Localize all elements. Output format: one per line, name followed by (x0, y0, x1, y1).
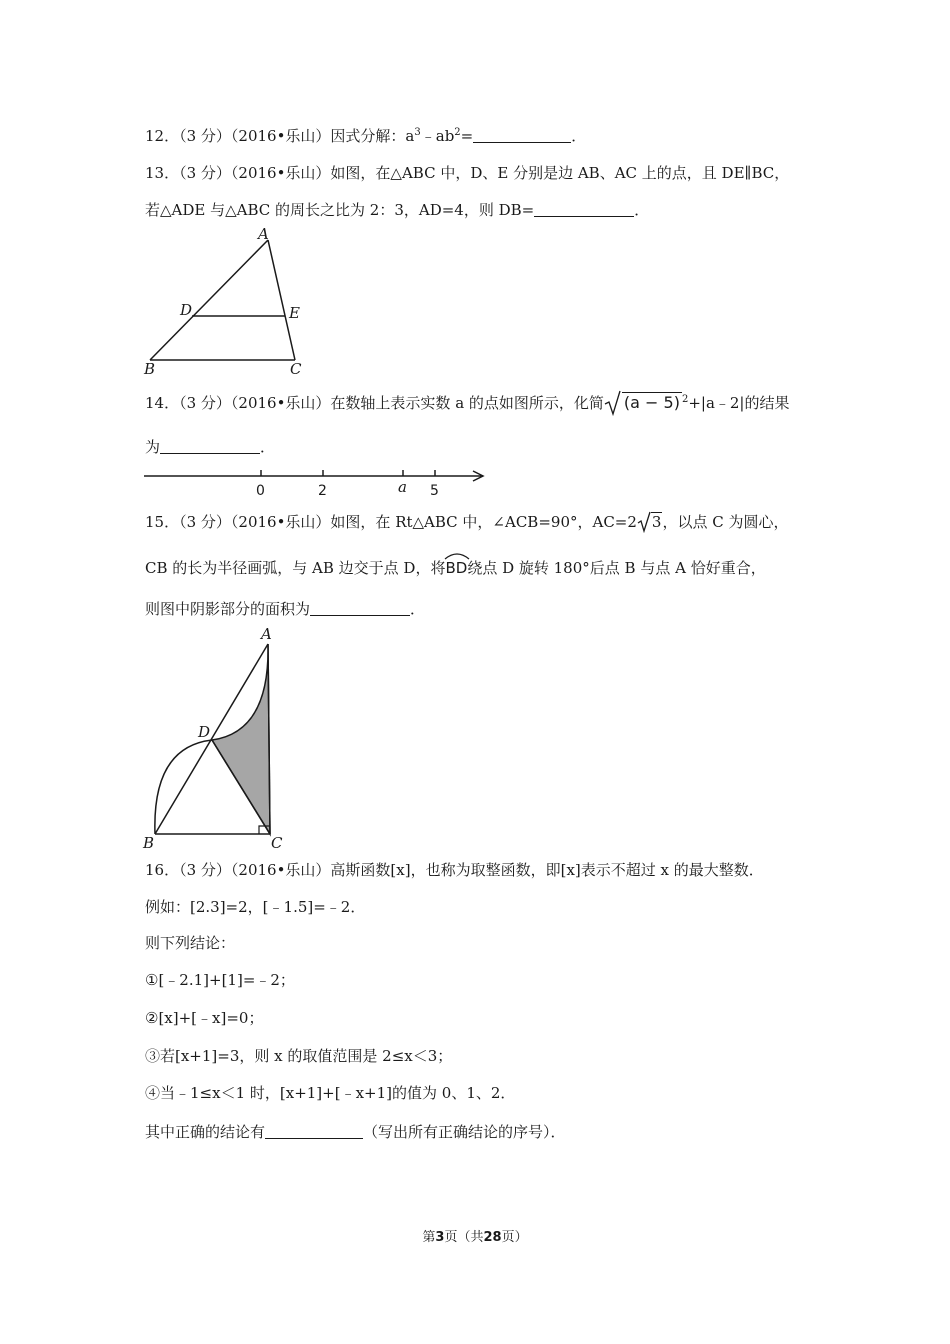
q13-label-c: C (290, 360, 302, 378)
q14-end: ． (260, 438, 276, 456)
q14-line-1 (145, 390, 790, 416)
q13-side-ab (150, 240, 268, 360)
arc-symbol-icon (444, 552, 470, 560)
q14-sqrt-expression (604, 390, 682, 416)
q15-triangle-figure (140, 622, 300, 854)
q12-text-mid: ﹣ab (420, 127, 455, 145)
q13-label-d: D (180, 301, 193, 319)
question-12 (145, 126, 586, 146)
q16-item-2: ②[x]+[﹣x]=0； (145, 1009, 264, 1027)
q13-side-ac (268, 240, 295, 360)
q14-radicand: (a − 5) (623, 393, 680, 412)
q15-sqrt-radicand: 3 (651, 513, 662, 531)
q14-answer-blank (160, 439, 260, 454)
q15-line-3 (145, 599, 425, 619)
q14-text-post: +|a﹣2|的结果 (688, 394, 790, 412)
q14-square: 2 (681, 394, 689, 405)
q15-end: ． (410, 600, 426, 618)
total-pages: 28 (483, 1230, 502, 1245)
q16-text-last: 其中正确的结论有 (145, 1123, 266, 1141)
q12-exponent: 3 (414, 127, 421, 138)
tick-label-0: 0 (256, 483, 265, 499)
q15-label-c: C (271, 834, 283, 852)
q16-line-2: 例如：[2.3]=2，[﹣1.5]=﹣2． (145, 898, 366, 916)
q15-shaded-region (212, 644, 270, 834)
q15-arc-bd (445, 558, 467, 578)
q13-label-b: B (144, 360, 156, 378)
q13-answer-blank (534, 202, 634, 217)
tick-label-5: 5 (430, 483, 439, 499)
q16-line-3: 则下列结论： (145, 934, 236, 952)
q13-end: ． (634, 201, 650, 219)
q14-number-line (140, 465, 490, 500)
q16-item-3: ③若[x+1]=3，则 x 的取值范围是 2≤x＜3； (145, 1047, 453, 1065)
q16-item-4: ④当﹣1≤x＜1 时，[x+1]+[﹣x+1]的值为 0、1、2． (145, 1084, 516, 1102)
q12-answer-blank (473, 128, 571, 143)
q15-text-3: 则图中阴影部分的面积为 (145, 600, 311, 618)
footer-text-post: 页） (501, 1230, 528, 1245)
q13-line-2 (145, 200, 649, 220)
q15-label-d: D (198, 723, 211, 741)
q15-text-2-post: 绕点 D 旋转 180°后点 B 与点 A 恰好重合， (467, 559, 766, 577)
radical-sign-icon (637, 511, 651, 533)
tick-label-a: a (398, 478, 407, 496)
q15-text-2: CB 的长为半径画弧，与 AB 边交于点 D，将 (145, 559, 446, 577)
radical-sign-icon (604, 390, 622, 416)
q15-sqrt-3 (637, 511, 663, 533)
q16-text-last-post: （写出所有正确结论的序号）． (363, 1123, 566, 1141)
page-number: 3 (435, 1230, 445, 1245)
q13-label-e: E (289, 304, 300, 322)
tick-label-2: 2 (318, 483, 327, 499)
q15-label-a: A (261, 625, 272, 643)
q13-line-1: 13．（3 分）（2016•乐山）如图，在△ABC 中，D、E 分别是边 AB、AC 上的点，且 DE∥BC， (145, 164, 790, 182)
q12-text: 12．（3 分）（2016•乐山）因式分解：a (145, 127, 415, 145)
q12-equals: = (460, 127, 474, 145)
q16-line-1: 16．（3 分）（2016•乐山）高斯函数[x]，也称为取整函数，即[x]表示不超过 x 的最大整数． (145, 861, 764, 879)
page-footer (0, 1226, 950, 1245)
q15-arc-label: BD (445, 559, 468, 577)
q16-line-last (145, 1122, 566, 1142)
q15-label-b: B (143, 834, 155, 852)
q15-text: 15．（3 分）（2016•乐山）如图，在 Rt△ABC 中，∠ACB=90°，AC=2 (145, 513, 637, 531)
q12-exponent-2: 2 (454, 127, 461, 138)
q13-label-a: A (258, 225, 269, 243)
q14-line-2 (145, 437, 275, 457)
q12-end: ． (571, 127, 587, 145)
q15-line-2 (145, 558, 766, 578)
footer-text-mid: 页（共 (444, 1230, 484, 1245)
q13-text: 若△ADE 与△ABC 的周长之比为 2：3，AD=4，则 DB= (145, 201, 535, 219)
footer-text: 第 (422, 1230, 436, 1245)
q14-text: 14．（3 分）（2016•乐山）在数轴上表示实数 a 的点如图所示，化简 (145, 394, 604, 412)
q16-item-1: ①[﹣2.1]+[1]=﹣2； (145, 971, 295, 989)
q14-text-2: 为 (145, 438, 161, 456)
q15-line-1 (145, 511, 788, 533)
q15-text-post: ，以点 C 为圆心， (662, 513, 789, 531)
q15-answer-blank (310, 601, 410, 616)
q16-answer-blank (265, 1124, 363, 1139)
q13-triangle-figure (140, 225, 320, 380)
